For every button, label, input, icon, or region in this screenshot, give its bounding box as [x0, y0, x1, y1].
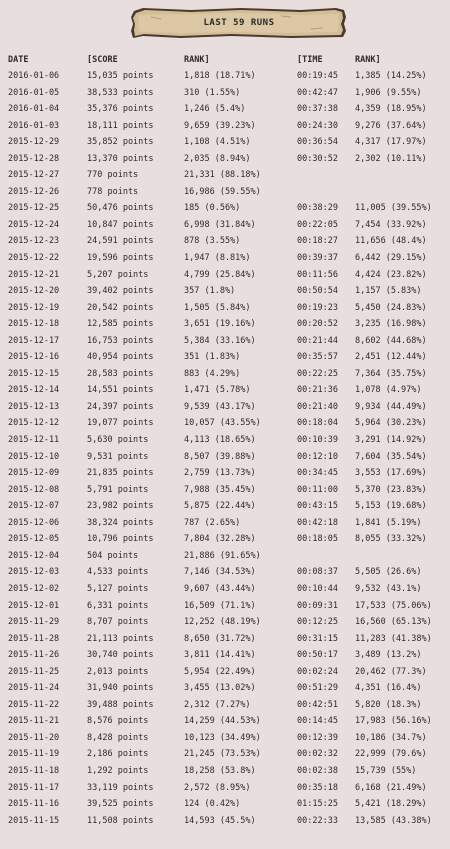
run-score-rank: 16,986 (59.55%) — [184, 186, 261, 197]
run-score: 19,077 points — [87, 418, 154, 429]
run-date: 2015-11-24 — [8, 683, 60, 694]
run-score: 38,324 points — [87, 517, 154, 528]
run-date: 2016-01-06 — [8, 71, 60, 81]
run-time: 00:37:38 — [297, 104, 338, 115]
run-score-rank: 8,507 (39.88%) — [184, 451, 256, 462]
run-date: 2015-12-26 — [8, 186, 60, 197]
run-time: 00:10:44 — [297, 583, 338, 594]
run-time-rank: 16,560 (65.13%) — [355, 617, 432, 628]
run-score-rank: 883 (4.29%) — [184, 368, 241, 379]
run-score: 8,707 points — [87, 617, 149, 628]
run-time: 00:02:24 — [297, 666, 338, 677]
run-time-rank: 10,186 (34.7%) — [355, 732, 427, 743]
run-time: 00:22:05 — [297, 219, 338, 230]
run-date: 2015-12-24 — [8, 219, 60, 230]
table-row — [0, 217, 450, 234]
run-time-rank: 9,276 (37.64%) — [355, 120, 427, 131]
run-time-rank: 1,841 (5.19%) — [355, 517, 422, 528]
title-banner — [131, 7, 347, 39]
run-time: 00:30:52 — [297, 153, 338, 164]
run-date: 2016-01-03 — [8, 120, 60, 131]
run-score: 19,596 points — [87, 253, 154, 264]
run-score-rank: 1,471 (5.78%) — [184, 385, 251, 396]
run-time-rank: 1,906 (9.55%) — [355, 87, 422, 98]
table-row — [0, 151, 450, 168]
table-row — [0, 432, 450, 449]
run-score: 504 points — [87, 550, 139, 561]
run-time: 00:22:25 — [297, 368, 338, 379]
run-score-rank: 21,886 (91.65%) — [184, 550, 261, 561]
run-score-rank: 9,659 (39.23%) — [184, 120, 256, 131]
run-time: 00:08:37 — [297, 567, 338, 578]
run-date: 2015-11-15 — [8, 815, 60, 826]
run-score-rank: 5,875 (22.44%) — [184, 501, 256, 512]
run-score: 9,531 points — [87, 451, 149, 462]
run-time: 00:11:00 — [297, 484, 338, 495]
run-date: 2015-11-19 — [8, 749, 60, 760]
run-date: 2015-12-04 — [8, 550, 60, 561]
run-time-rank: 11,283 (41.38%) — [355, 633, 432, 644]
header-time-rank: RANK] — [355, 55, 381, 65]
run-score-rank: 9,539 (43.17%) — [184, 401, 256, 412]
run-time-rank: 11,656 (48.4%) — [355, 236, 427, 247]
run-score: 24,397 points — [87, 401, 154, 412]
run-date: 2015-12-11 — [8, 435, 60, 446]
run-date: 2015-12-25 — [8, 203, 60, 214]
run-time-rank: 5,820 (18.3%) — [355, 699, 422, 710]
run-score: 11,508 points — [87, 815, 154, 826]
run-time: 00:12:10 — [297, 451, 338, 462]
run-time: 00:35:57 — [297, 352, 338, 363]
run-score: 2,013 points — [87, 666, 149, 677]
table-row — [0, 548, 450, 565]
run-score: 15,035 points — [87, 71, 154, 81]
run-time-rank: 5,153 (19.68%) — [355, 501, 427, 512]
run-date: 2015-11-17 — [8, 782, 60, 793]
run-score-rank: 7,804 (32.28%) — [184, 534, 256, 545]
run-score: 39,402 points — [87, 286, 154, 297]
run-score-rank: 8,650 (31.72%) — [184, 633, 256, 644]
run-time: 00:38:29 — [297, 203, 338, 214]
run-score: 39,488 points — [87, 699, 154, 710]
run-time: 00:35:18 — [297, 782, 338, 793]
run-time: 00:42:51 — [297, 699, 338, 710]
run-time: 00:39:37 — [297, 253, 338, 264]
table-row — [0, 531, 450, 548]
run-score-rank: 21,245 (73.53%) — [184, 749, 261, 760]
table-row — [0, 68, 450, 85]
run-score-rank: 10,123 (34.49%) — [184, 732, 261, 743]
table-row — [0, 250, 450, 267]
run-score-rank: 1,108 (4.51%) — [184, 137, 251, 148]
run-time: 00:24:30 — [297, 120, 338, 131]
run-time-rank: 22,999 (79.6%) — [355, 749, 427, 760]
run-date: 2015-12-02 — [8, 583, 60, 594]
run-time-rank: 4,317 (17.97%) — [355, 137, 427, 148]
table-row — [0, 85, 450, 102]
run-date: 2015-12-08 — [8, 484, 60, 495]
table-row — [0, 134, 450, 151]
run-time-rank: 6,442 (29.15%) — [355, 253, 427, 264]
run-score: 1,292 points — [87, 765, 149, 776]
run-time: 00:19:23 — [297, 302, 338, 313]
run-date: 2015-12-05 — [8, 534, 60, 545]
run-date: 2015-12-16 — [8, 352, 60, 363]
run-score: 16,753 points — [87, 335, 154, 346]
table-row — [0, 465, 450, 482]
run-time: 00:22:33 — [297, 815, 338, 826]
run-time: 00:42:47 — [297, 87, 338, 98]
run-date: 2015-11-26 — [8, 650, 60, 661]
run-time: 00:20:52 — [297, 319, 338, 330]
table-row — [0, 200, 450, 217]
run-score-rank: 2,759 (13.73%) — [184, 468, 256, 479]
run-score: 8,576 points — [87, 716, 149, 727]
run-date: 2015-12-03 — [8, 567, 60, 578]
run-time-rank: 7,364 (35.75%) — [355, 368, 427, 379]
run-time-rank: 5,370 (23.83%) — [355, 484, 427, 495]
table-row — [0, 631, 450, 648]
run-time: 00:18:05 — [297, 534, 338, 545]
table-row — [0, 796, 450, 813]
run-score-rank: 2,035 (8.94%) — [184, 153, 251, 164]
run-score: 38,533 points — [87, 87, 154, 98]
table-row — [0, 333, 450, 350]
run-date: 2015-12-22 — [8, 253, 60, 264]
run-score-rank: 6,998 (31.84%) — [184, 219, 256, 230]
run-time: 00:50:17 — [297, 650, 338, 661]
run-time: 00:34:45 — [297, 468, 338, 479]
run-time-rank: 6,168 (21.49%) — [355, 782, 427, 793]
table-row — [0, 680, 450, 697]
run-score-rank: 14,593 (45.5%) — [184, 815, 256, 826]
run-time: 00:14:45 — [297, 716, 338, 727]
run-score-rank: 2,572 (8.95%) — [184, 782, 251, 793]
table-row — [0, 300, 450, 317]
table-row — [0, 482, 450, 499]
run-score-rank: 7,146 (34.53%) — [184, 567, 256, 578]
table-row — [0, 167, 450, 184]
run-date: 2015-11-28 — [8, 633, 60, 644]
table-row — [0, 349, 450, 366]
run-time-rank: 3,235 (16.98%) — [355, 319, 427, 330]
run-time: 00:50:54 — [297, 286, 338, 297]
run-score: 33,119 points — [87, 782, 154, 793]
run-score: 6,331 points — [87, 600, 149, 611]
run-score: 40,954 points — [87, 352, 154, 363]
run-score-rank: 1,947 (8.81%) — [184, 253, 251, 264]
run-time: 00:31:15 — [297, 633, 338, 644]
run-date: 2015-11-22 — [8, 699, 60, 710]
table-row — [0, 697, 450, 714]
run-time-rank: 3,291 (14.92%) — [355, 435, 427, 446]
run-score: 24,591 points — [87, 236, 154, 247]
run-time-rank: 5,505 (26.6%) — [355, 567, 422, 578]
run-score: 770 points — [87, 170, 139, 181]
run-score-rank: 5,954 (22.49%) — [184, 666, 256, 677]
run-score: 28,583 points — [87, 368, 154, 379]
run-date: 2015-12-20 — [8, 286, 60, 297]
run-date: 2015-12-10 — [8, 451, 60, 462]
table-row — [0, 101, 450, 118]
run-time: 00:12:39 — [297, 732, 338, 743]
run-score: 2,186 points — [87, 749, 149, 760]
run-score: 20,542 points — [87, 302, 154, 313]
table-row — [0, 564, 450, 581]
run-time-rank: 1,157 (5.83%) — [355, 286, 422, 297]
run-score-rank: 16,509 (71.1%) — [184, 600, 256, 611]
run-date: 2015-12-23 — [8, 236, 60, 247]
run-date: 2015-12-29 — [8, 137, 60, 148]
run-time: 00:21:40 — [297, 401, 338, 412]
run-score: 21,835 points — [87, 468, 154, 479]
run-score-rank: 21,331 (88.18%) — [184, 170, 261, 181]
run-score: 18,111 points — [87, 120, 154, 131]
run-time-rank: 20,462 (77.3%) — [355, 666, 427, 677]
run-time: 00:21:44 — [297, 335, 338, 346]
run-time: 00:12:25 — [297, 617, 338, 628]
run-date: 2015-12-09 — [8, 468, 60, 479]
run-time-rank: 7,454 (33.92%) — [355, 219, 427, 230]
run-time-rank: 4,359 (18.95%) — [355, 104, 427, 115]
run-score: 35,852 points — [87, 137, 154, 148]
run-time-rank: 4,424 (23.82%) — [355, 269, 427, 280]
run-date: 2015-12-19 — [8, 302, 60, 313]
run-time: 00:09:31 — [297, 600, 338, 611]
table-row — [0, 233, 450, 250]
run-time: 00:02:32 — [297, 749, 338, 760]
table-row — [0, 515, 450, 532]
run-time-rank: 8,602 (44.68%) — [355, 335, 427, 346]
run-date: 2015-11-18 — [8, 765, 60, 776]
run-date: 2015-11-16 — [8, 799, 60, 810]
run-score-rank: 14,259 (44.53%) — [184, 716, 261, 727]
table-row — [0, 184, 450, 201]
page-title: LAST 59 RUNS — [203, 18, 275, 28]
run-score-rank: 3,651 (19.16%) — [184, 319, 256, 330]
run-time-rank: 9,934 (44.49%) — [355, 401, 427, 412]
run-score-rank: 185 (0.56%) — [184, 203, 241, 214]
run-time: 00:02:38 — [297, 765, 338, 776]
run-date: 2015-12-07 — [8, 501, 60, 512]
run-time-rank: 5,421 (18.29%) — [355, 799, 427, 810]
run-date: 2015-12-18 — [8, 319, 60, 330]
run-time-rank: 17,983 (56.16%) — [355, 716, 432, 727]
run-score-rank: 787 (2.65%) — [184, 517, 241, 528]
run-date: 2015-12-28 — [8, 153, 60, 164]
run-score: 21,113 points — [87, 633, 154, 644]
run-time: 01:15:25 — [297, 799, 338, 810]
run-time-rank: 2,302 (10.11%) — [355, 153, 427, 164]
run-time: 00:19:45 — [297, 71, 338, 81]
run-score: 30,740 points — [87, 650, 154, 661]
table-row — [0, 598, 450, 615]
table-row — [0, 316, 450, 333]
run-score: 13,370 points — [87, 153, 154, 164]
run-score-rank: 7,988 (35.45%) — [184, 484, 256, 495]
run-time-rank: 17,533 (75.06%) — [355, 600, 432, 611]
run-time: 00:10:39 — [297, 435, 338, 446]
run-date: 2015-11-21 — [8, 716, 60, 727]
header-score: [SCORE — [87, 55, 118, 65]
run-score-rank: 878 (3.55%) — [184, 236, 241, 247]
table-row — [0, 664, 450, 681]
run-score: 4,533 points — [87, 567, 149, 578]
run-time-rank: 1,385 (14.25%) — [355, 71, 427, 81]
table-row — [0, 498, 450, 515]
run-date: 2015-12-14 — [8, 385, 60, 396]
table-row — [0, 449, 450, 466]
run-time: 00:36:54 — [297, 137, 338, 148]
run-score: 35,376 points — [87, 104, 154, 115]
run-score: 12,585 points — [87, 319, 154, 330]
run-score-rank: 12,252 (48.19%) — [184, 617, 261, 628]
run-time: 00:21:36 — [297, 385, 338, 396]
run-date: 2015-11-20 — [8, 732, 60, 743]
run-score-rank: 310 (1.55%) — [184, 87, 241, 98]
run-score: 14,551 points — [87, 385, 154, 396]
table-row — [0, 267, 450, 284]
run-score-rank: 2,312 (7.27%) — [184, 699, 251, 710]
run-time: 00:42:18 — [297, 517, 338, 528]
run-date: 2015-11-29 — [8, 617, 60, 628]
run-date: 2015-12-12 — [8, 418, 60, 429]
run-score: 5,630 points — [87, 435, 149, 446]
run-time-rank: 3,489 (13.2%) — [355, 650, 422, 661]
table-row — [0, 813, 450, 830]
run-score: 5,791 points — [87, 484, 149, 495]
runs-table — [0, 68, 450, 829]
table-row — [0, 713, 450, 730]
run-score: 778 points — [87, 186, 139, 197]
table-row — [0, 763, 450, 780]
run-score: 5,207 points — [87, 269, 149, 280]
run-score-rank: 4,113 (18.65%) — [184, 435, 256, 446]
run-score-rank: 1,818 (18.71%) — [184, 71, 256, 81]
header-score-rank: RANK] — [184, 55, 210, 65]
run-score: 50,476 points — [87, 203, 154, 214]
run-score: 5,127 points — [87, 583, 149, 594]
run-time-rank: 2,451 (12.44%) — [355, 352, 427, 363]
run-time-rank: 3,553 (17.69%) — [355, 468, 427, 479]
table-row — [0, 382, 450, 399]
run-date: 2015-12-17 — [8, 335, 60, 346]
run-score-rank: 351 (1.83%) — [184, 352, 241, 363]
table-row — [0, 415, 450, 432]
run-time-rank: 11,005 (39.55%) — [355, 203, 432, 214]
run-score: 8,428 points — [87, 732, 149, 743]
run-date: 2015-12-21 — [8, 269, 60, 280]
run-score-rank: 124 (0.42%) — [184, 799, 241, 810]
run-time-rank: 1,078 (4.97%) — [355, 385, 422, 396]
header-time: [TIME — [297, 55, 323, 65]
run-score-rank: 1,505 (5.84%) — [184, 302, 251, 313]
run-score-rank: 10,057 (43.55%) — [184, 418, 261, 429]
run-date: 2016-01-04 — [8, 104, 60, 115]
run-time: 00:18:27 — [297, 236, 338, 247]
run-date: 2015-12-06 — [8, 517, 60, 528]
run-score: 23,982 points — [87, 501, 154, 512]
table-row — [0, 581, 450, 598]
table-row — [0, 283, 450, 300]
run-time-rank: 5,964 (30.23%) — [355, 418, 427, 429]
run-time: 00:43:15 — [297, 501, 338, 512]
run-date: 2015-12-27 — [8, 170, 60, 181]
run-score: 10,796 points — [87, 534, 154, 545]
run-score-rank: 357 (1.8%) — [184, 286, 236, 297]
table-row — [0, 614, 450, 631]
run-time-rank: 13,585 (43.38%) — [355, 815, 432, 826]
run-score-rank: 3,455 (13.02%) — [184, 683, 256, 694]
table-row — [0, 780, 450, 797]
run-score-rank: 9,607 (43.44%) — [184, 583, 256, 594]
run-time-rank: 9,532 (43.1%) — [355, 583, 422, 594]
run-time: 00:18:04 — [297, 418, 338, 429]
run-date: 2015-12-13 — [8, 401, 60, 412]
run-date: 2015-11-25 — [8, 666, 60, 677]
table-row — [0, 399, 450, 416]
run-score-rank: 3,811 (14.41%) — [184, 650, 256, 661]
run-time-rank: 15,739 (55%) — [355, 765, 417, 776]
table-row — [0, 118, 450, 135]
table-row — [0, 730, 450, 747]
run-time: 00:11:56 — [297, 269, 338, 280]
run-score-rank: 5,384 (33.16%) — [184, 335, 256, 346]
header-date: DATE — [8, 55, 29, 65]
run-time-rank: 8,055 (33.32%) — [355, 534, 427, 545]
run-date: 2015-12-15 — [8, 368, 60, 379]
run-time-rank: 7,604 (35.54%) — [355, 451, 427, 462]
table-row — [0, 366, 450, 383]
run-time-rank: 4,351 (16.4%) — [355, 683, 422, 694]
table-row — [0, 647, 450, 664]
run-score-rank: 4,799 (25.84%) — [184, 269, 256, 280]
run-score-rank: 18,258 (53.8%) — [184, 765, 256, 776]
run-score: 10,847 points — [87, 219, 154, 230]
run-time: 00:51:29 — [297, 683, 338, 694]
run-score-rank: 1,246 (5.4%) — [184, 104, 246, 115]
table-row — [0, 746, 450, 763]
table-header — [0, 54, 450, 67]
run-date: 2015-12-01 — [8, 600, 60, 611]
run-date: 2016-01-05 — [8, 87, 60, 98]
run-score: 31,940 points — [87, 683, 154, 694]
run-score: 39,525 points — [87, 799, 154, 810]
run-time-rank: 5,450 (24.83%) — [355, 302, 427, 313]
